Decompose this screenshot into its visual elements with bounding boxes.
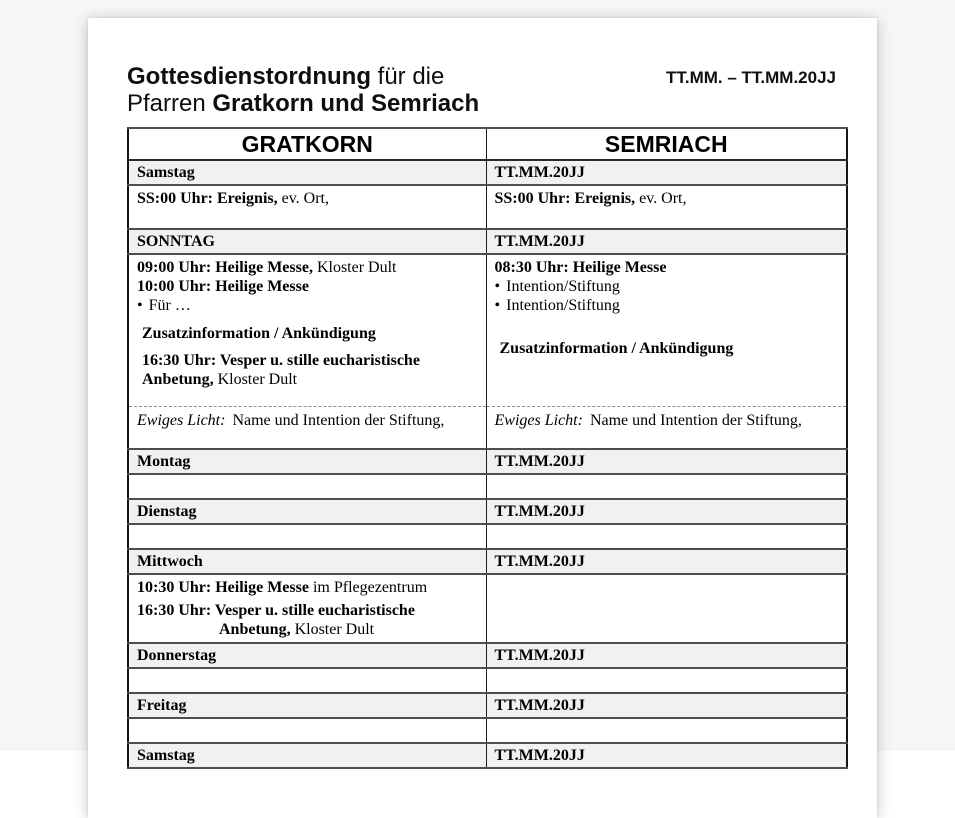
day-row-freitag bbox=[128, 693, 847, 718]
day-row-donnerstag bbox=[128, 643, 847, 668]
empty-cell bbox=[486, 474, 847, 499]
mittwoch-content-semriach bbox=[486, 574, 847, 643]
bullet-icon: • bbox=[137, 297, 143, 314]
intention-text: Intention/Stiftung bbox=[506, 278, 620, 295]
empty-cell bbox=[128, 524, 486, 549]
empty-cell bbox=[486, 718, 847, 743]
day-row-sonntag bbox=[128, 229, 847, 254]
zusatzinformation: Zusatzinformation / Ankündigung bbox=[142, 325, 376, 342]
day-row-mittwoch bbox=[128, 549, 847, 574]
title-bold-2: Gratkorn und Semriach bbox=[212, 90, 480, 117]
day-label: Dienstag bbox=[128, 499, 486, 524]
column-header-semriach: SEMRIACH bbox=[486, 128, 847, 160]
sonntag-content-row bbox=[128, 254, 847, 407]
sonntag-content-gratkorn bbox=[128, 254, 486, 407]
empty-cell bbox=[128, 718, 486, 743]
day-date: TT.MM.20JJ bbox=[486, 449, 847, 474]
intention-item bbox=[137, 296, 478, 315]
title-regular-2: Pfarren bbox=[127, 90, 213, 117]
messe-time-bold: 09:00 Uhr: Heilige Messe, bbox=[137, 259, 313, 276]
messe-1 bbox=[137, 258, 478, 277]
vesper-place: Kloster Dult bbox=[290, 621, 375, 638]
empty-row bbox=[128, 524, 847, 549]
column-header-gratkorn: GRATKORN bbox=[128, 128, 486, 160]
event-regular: ev. Ort, bbox=[277, 190, 329, 207]
title-bold-1: Gottesdienstordnung bbox=[127, 63, 371, 90]
intention-text: Intention/Stiftung bbox=[506, 297, 620, 314]
day-date: TT.MM.20JJ bbox=[486, 743, 847, 768]
zusatzinformation: Zusatzinformation / Ankündigung bbox=[499, 340, 734, 357]
day-label: Donnerstag bbox=[128, 643, 486, 668]
intention-item bbox=[495, 277, 839, 296]
event-bold: SS:00 Uhr: Ereignis, bbox=[494, 190, 636, 207]
day-row-samstag1 bbox=[128, 160, 847, 185]
day-row-montag bbox=[128, 449, 847, 474]
ewiges-licht-row bbox=[128, 407, 847, 450]
empty-cell bbox=[128, 474, 486, 499]
vesper-line-2 bbox=[137, 620, 478, 639]
vesper-line-1: 16:30 Uhr: Vesper u. stille eucharistische bbox=[137, 602, 415, 619]
vesper-place: Kloster Dult bbox=[213, 371, 298, 388]
messe-1: 08:30 Uhr: Heilige Messe bbox=[494, 259, 667, 276]
day-date: TT.MM.20JJ bbox=[486, 160, 847, 185]
schedule-table bbox=[127, 127, 848, 769]
messe-place: im Pflegezentrum bbox=[308, 579, 428, 596]
intention-text: Für … bbox=[148, 297, 191, 314]
date-range: TT.MM. – TT.MM.20JJ bbox=[665, 68, 836, 87]
mittwoch-content-row bbox=[128, 574, 847, 643]
bullet-icon: • bbox=[494, 278, 501, 295]
empty-row bbox=[128, 668, 847, 693]
day-date: TT.MM.20JJ bbox=[486, 643, 847, 668]
samstag-event-gratkorn bbox=[128, 185, 486, 229]
page-content bbox=[88, 18, 877, 769]
sonntag-content-semriach bbox=[486, 254, 847, 407]
ewiges-licht-label: Ewiges Licht: bbox=[494, 412, 583, 429]
day-label: Montag bbox=[128, 449, 486, 474]
bullet-icon: • bbox=[494, 297, 501, 314]
day-label: Samstag bbox=[128, 743, 486, 768]
day-date: TT.MM.20JJ bbox=[486, 693, 847, 718]
day-label: SONNTAG bbox=[128, 229, 486, 254]
empty-row bbox=[128, 474, 847, 499]
day-row-samstag2 bbox=[128, 743, 847, 768]
empty-cell bbox=[128, 668, 486, 693]
document-page bbox=[88, 18, 877, 818]
vesper-block bbox=[137, 601, 478, 639]
samstag-event-semriach bbox=[486, 185, 847, 229]
day-row-dienstag bbox=[128, 499, 847, 524]
messe-2: 10:00 Uhr: Heilige Messe bbox=[137, 278, 309, 295]
ewiges-licht-semriach bbox=[486, 407, 847, 450]
day-label: Mittwoch bbox=[128, 549, 486, 574]
event-regular: ev. Ort, bbox=[635, 190, 687, 207]
day-date: TT.MM.20JJ bbox=[486, 549, 847, 574]
vesper-line-2 bbox=[142, 370, 478, 389]
title-regular-1: für die bbox=[370, 63, 445, 90]
vesper-bold: Anbetung, bbox=[142, 371, 214, 388]
messe-time-bold: 10:30 Uhr: Heilige Messe bbox=[137, 579, 309, 596]
empty-cell bbox=[486, 668, 847, 693]
title-line-2 bbox=[127, 90, 846, 117]
intention-item bbox=[495, 296, 839, 315]
day-date: TT.MM.20JJ bbox=[486, 499, 847, 524]
document-header bbox=[127, 63, 846, 119]
table-header-row bbox=[128, 128, 847, 160]
ewiges-licht-text: Name und Intention der Stiftung, bbox=[589, 412, 802, 429]
vesper-block bbox=[137, 351, 478, 389]
vesper-line-1: 16:30 Uhr: Vesper u. stille eucharistische bbox=[142, 352, 420, 369]
empty-row bbox=[128, 718, 847, 743]
ewiges-licht-text: Name und Intention der Stiftung, bbox=[232, 412, 445, 429]
event-bold: SS:00 Uhr: Ereignis, bbox=[137, 190, 278, 207]
empty-cell bbox=[486, 524, 847, 549]
ewiges-licht-label: Ewiges Licht: bbox=[137, 412, 226, 429]
messe-place: Kloster Dult bbox=[312, 259, 397, 276]
mittwoch-content-gratkorn bbox=[128, 574, 486, 643]
day-date: TT.MM.20JJ bbox=[486, 229, 847, 254]
messe-pflegezentrum bbox=[137, 578, 478, 597]
samstag-event-row bbox=[128, 185, 847, 229]
vesper-bold: Anbetung, bbox=[219, 621, 291, 638]
day-label: Samstag bbox=[128, 160, 486, 185]
day-label: Freitag bbox=[128, 693, 486, 718]
ewiges-licht-gratkorn bbox=[128, 407, 486, 450]
